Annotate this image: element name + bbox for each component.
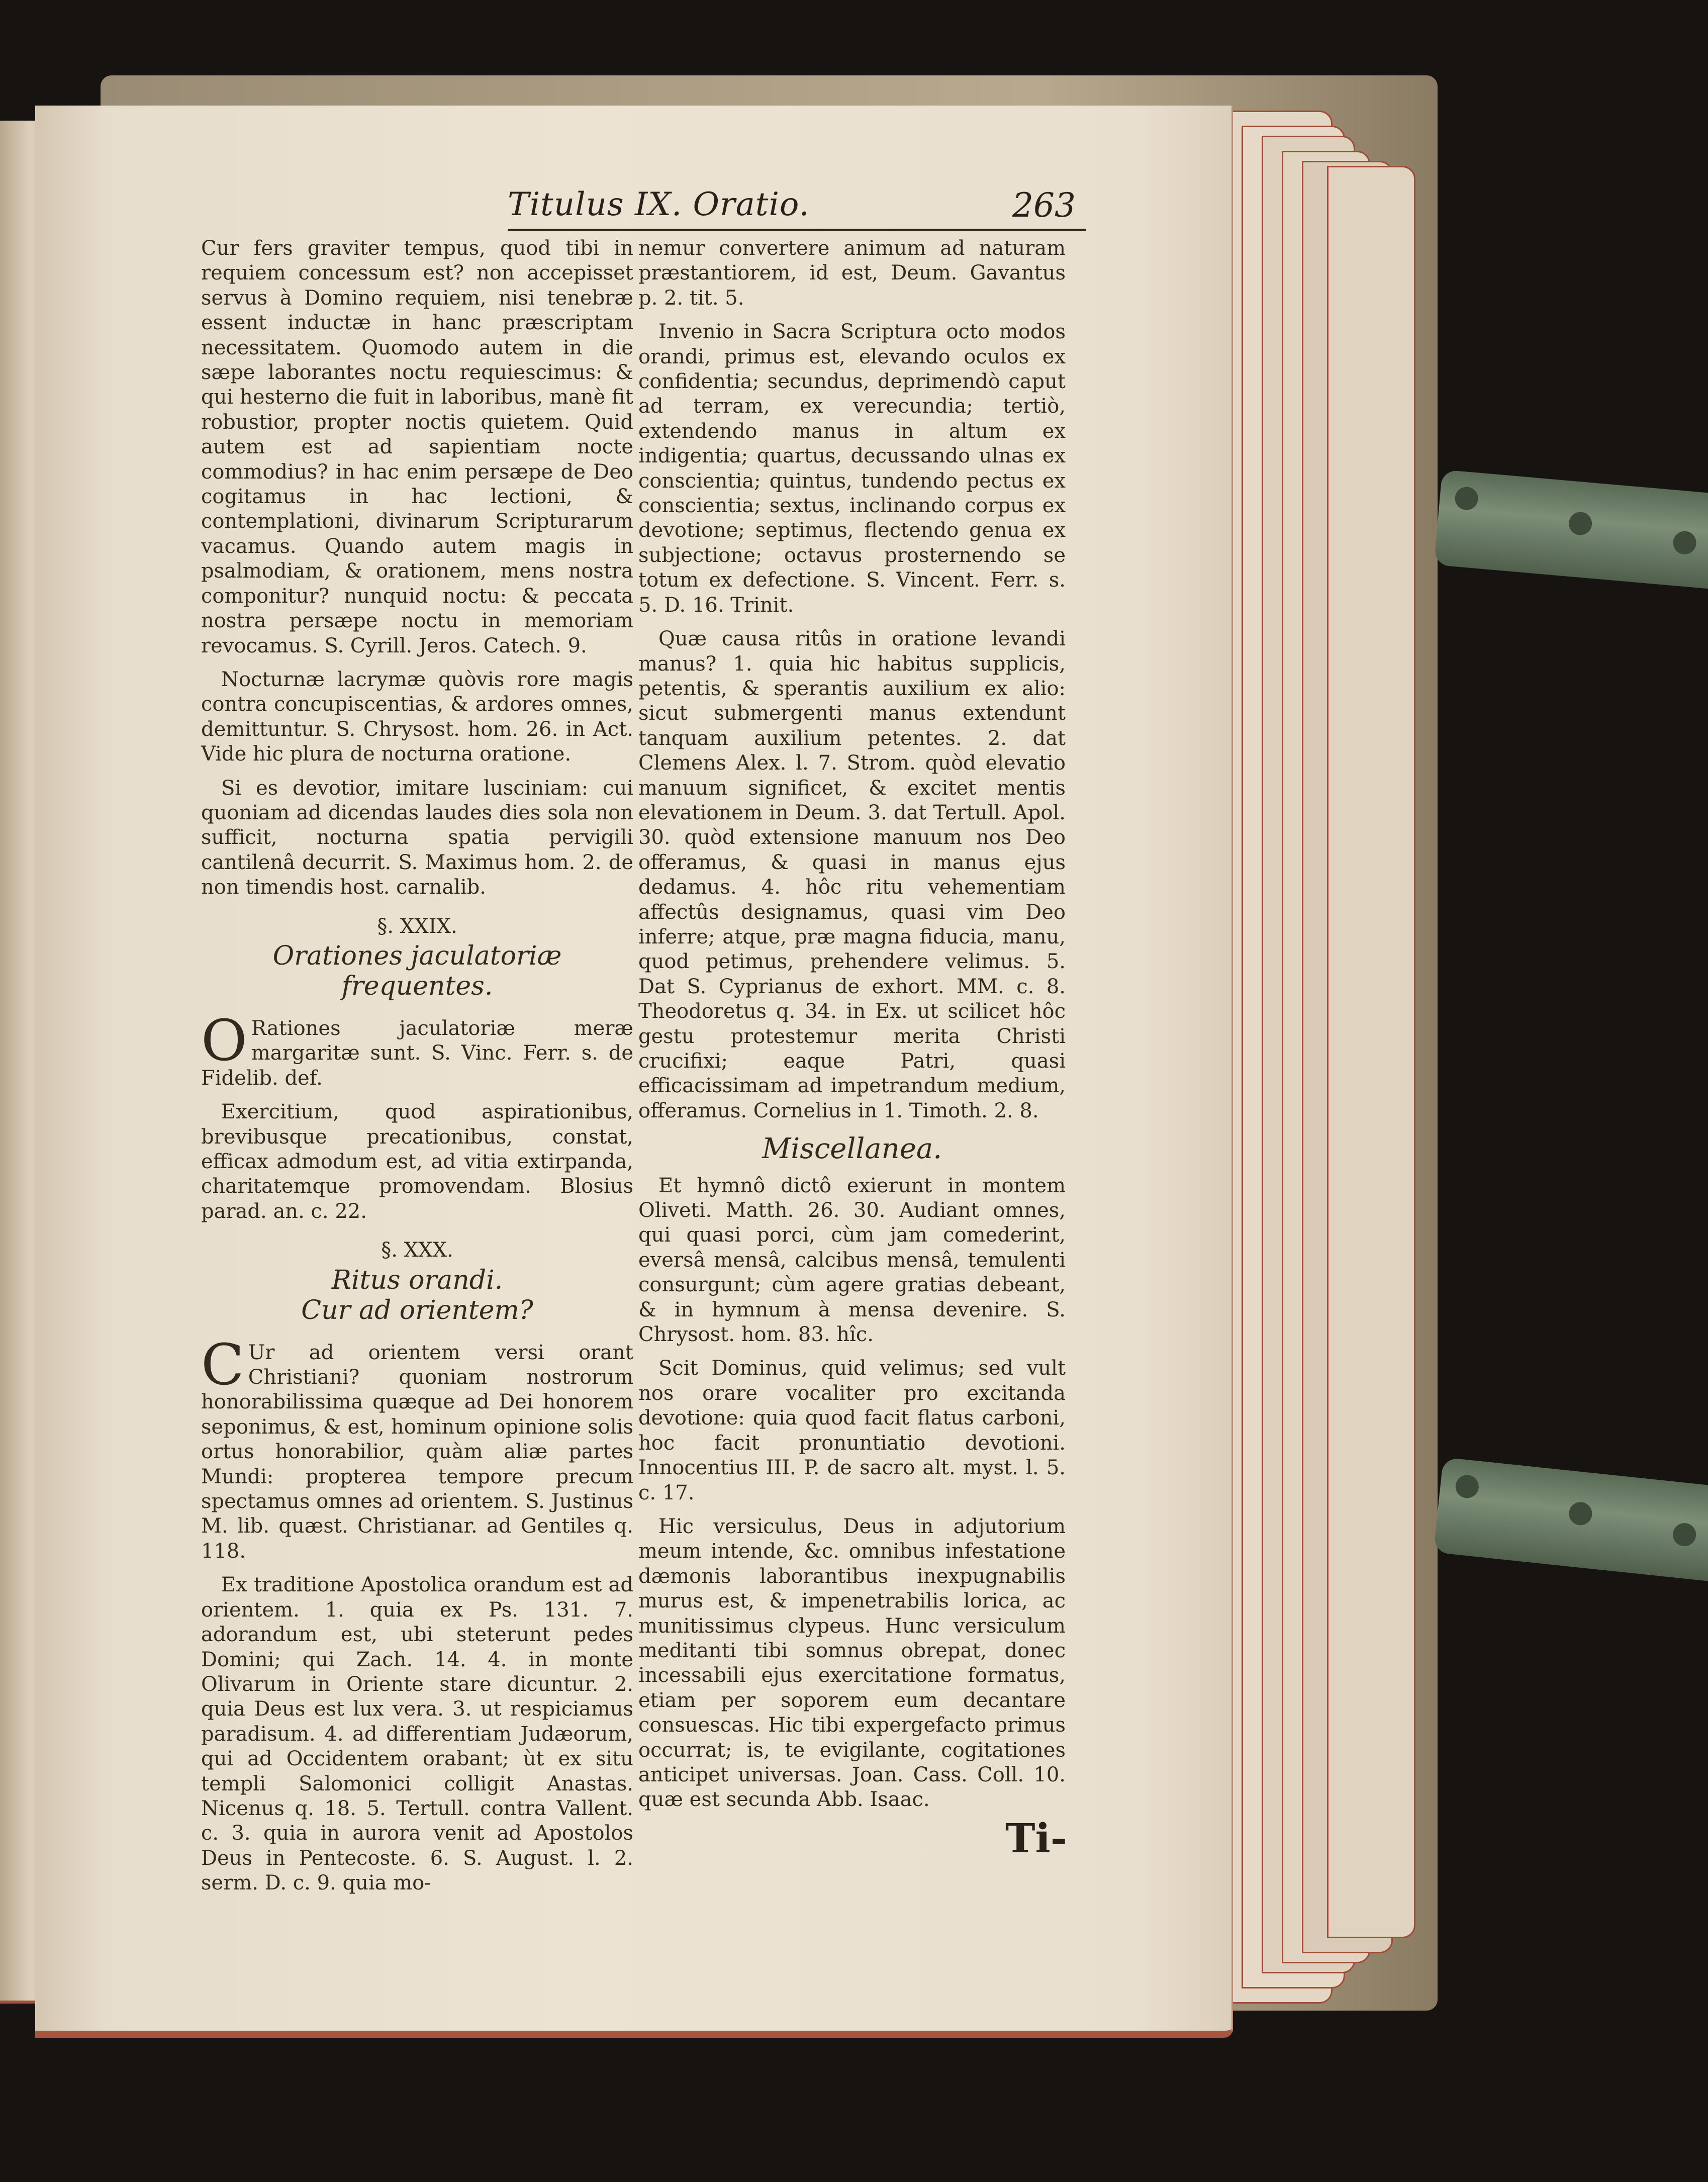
left-text-column (201, 236, 633, 1905)
rivet-icon (1454, 1474, 1480, 1499)
paragraph-text: Rationes jaculatoriæ meræ margaritæ sunt. S. Vinc. Ferr. s. de Fidelib. def. (201, 1016, 633, 1090)
catchword: Ti- (1005, 1815, 1068, 1862)
section-number: §. XXIX. (377, 914, 457, 938)
drop-cap: C (201, 1332, 244, 1398)
rivet-icon (1672, 1522, 1697, 1548)
paragraph: Invenio in Sacra Scriptura octo modos orandi, primus est, elevando oculos ex confidentia; secundus, deprimendò caput ad terram, ex verecundia; tertiò, extendendo manus in altum ex indigentia; quartus, decussando ulnas ex conscientia; quintus, tundendo pectus ex conscientia; sextus, inclinando corpus ex devotione; septimus, flectendo genua ex subjectione; octavus prosternendo se totum ex defectione. S. Vincent. Ferr. s. 5. D. 16. Trinit. (638, 320, 1066, 617)
right-text-column (638, 236, 1066, 1822)
running-head (508, 183, 1086, 231)
section-number: §. XXX. (381, 1239, 453, 1262)
page-block-edges (1201, 116, 1417, 1996)
running-title: Titulus IX. Oratio. (508, 186, 810, 223)
paragraph: Si es devotior, imitare lusciniam: cui quoniam ad dicendas laudes dies sola non sufficit, nocturna spatia pervigili cantilenâ decurrit. S. Maximus hom. 2. de non timendis host. carnalib. (201, 776, 633, 899)
rivet-icon (1454, 486, 1479, 511)
paragraph: Hic versiculus, Deus in adjutorium meum intende, &c. omnibus infestatione dæmonis laborantibus inexpugnabilis murus est, & impenetrabilis lorica, ac munitissimus clypeus. Hunc versiculum meditanti tibi somnus obrepat, donec incessabili ejus exercitatione formatus, etiam per soporem eum decantare consuescas. Hic tibi expergefacto primus occurrat; is, te evigilante, cogitationes anticipet universas. Joan. Cass. Coll. 10. quæ est secunda Abb. Isaac. (638, 1514, 1066, 1812)
paragraph: Nocturnæ lacrymæ quòvis rore magis contra concupiscentias, & ardores omnes, demittuntur. S. Chrysost. hom. 26. in Act. Vide hic plura de nocturna oratione. (201, 668, 633, 766)
section-heading: Miscellanea. (762, 1132, 942, 1166)
page-number: 263 (1012, 186, 1076, 225)
paragraph-text: Ur ad orientem versi orant Christiani? quoniam nostrorum honorabilissima quæque ad Dei honorem seponimus, & est, hominum opinione solis ortus honorabilior, quàm aliæ partes Mundi: propterea tempore precum spectamus omnes ad orientem. S. Justinus M. lib. quæst. Christianar. ad Gentiles q. 118. (201, 1341, 633, 1563)
section-title: Orationes jaculatoriæ frequentes. (272, 940, 562, 1001)
paragraph: Cur fers graviter tempus, quod tibi in requiem concessum est? non accepisset servus à Domino requiem, nisi tenebræ essent inductæ in hanc præscriptam necessitatem. Quomodo autem in die sæpe laborantes noctu requiescimus: & qui hesterno die fuit in laboribus, manè fit robustior, propter noctis quietem. Quid autem est ad sapientiam nocte commodius? in hac enim persæpe de Deo cogitamus in hac lectioni, & contemplationi, divinarum Scripturarum vacamus. Quando autem magis in psalmodiam, & orationem, mens nostra componitur? nunquid noctu: & peccata nostra persæpe noctu in memoriam revocamus. S. Cyrill. Jeros. Catech. 9. (201, 237, 633, 657)
drop-cap: O (201, 1008, 247, 1074)
section-subtitle: Cur ad orientem? (301, 1295, 533, 1325)
paragraph (201, 1008, 633, 1091)
paragraph: Ex traditione Apostolica orandum est ad orientem. 1. quia ex Ps. 131. 7. adorandum est, ubi steterunt pedes Domini; qui Zach. 14. 4. in monte Olivarum in Oriente stare dicuntur. 2. quia Deus est lux vera. 3. ut respiciamus paradisum. 4. ad differentiam Judæorum, qui ad Occidentem orabant; ùt ex situ templi Salomonici colligit Anastas. Nicenus q. 18. 5. Tertull. contra Vallent. c. 3. quia in aurora venit ad Apostolos Deus in Pentecoste. 6. S. August. l. 2. serm. D. c. 9. quia mo- (201, 1573, 633, 1895)
paragraph: nemur convertere animum ad naturam præstantiorem, id est, Deum. Gavantus p. 2. tit. 5. (638, 237, 1066, 310)
brass-clasp-bottom (1434, 1457, 1708, 1584)
paragraph (201, 1332, 633, 1564)
paragraph: Scit Dominus, quid velimus; sed vult nos orare vocaliter pro excitanda devotione: quia quod facit flatus carboni, hoc facit pronuntiatio devotioni. Innocentius III. P. de sacro alt. myst. l. 5. c. 17. (638, 1357, 1066, 1504)
leaf-edge (1327, 166, 1415, 1938)
rivet-icon (1672, 530, 1697, 555)
section-title: Ritus orandi. (331, 1265, 503, 1295)
paragraph: Quæ causa ritûs in oratione levandi manus? 1. quia hic habitus supplicis, petentis, & sperantis auxilium ex alio: sicut submergenti manus extendunt tanquam auxilium petentes. 2. dat Clemens Alex. l. 7. Strom. quòd elevatio manuum significet, & excitet mentis elevationem in Deum. 3. dat Tertull. Apol. 30. quòd extensione manuum nos Deo offeramus, & quasi in manus ejus dedamus. 4. hôc ritu vehementiam affectûs designamus, quasi vim Deo inferre; atque, præ magna fiducia, manu, quod petimus, prehendere velimus. 5. Dat S. Cyprianus de exhort. MM. c. 8. Theodoretus q. 34. in Ex. ut scilicet hôc gestu protestemur merita Christi crucifixi; eaque Patri, quasi efficacissimam ad impetrandum medium, offeramus. Cornelius in 1. Timoth. 2. 8. (638, 627, 1066, 1122)
paragraph: Exercitium, quod aspirationibus, brevibusque precationibus, constat, efficax admodum est, ad vitia extirpanda, charitatemque promovendam. Blosius parad. an. c. 22. (201, 1100, 633, 1223)
rivet-icon (1568, 1501, 1593, 1527)
rivet-icon (1568, 511, 1593, 536)
paragraph: Et hymnô dictô exierunt in montem Oliveti. Matth. 26. 30. Audiant omnes, qui quasi porci, cùm jam comederint, eversâ mensâ, calcibus mensâ, temulenti consurgunt; cùm agere gratias debeant, & in hymnum à mensa devenire. S. Chrysost. hom. 83. hîc. (638, 1174, 1066, 1347)
brass-clasp-top (1434, 469, 1708, 591)
